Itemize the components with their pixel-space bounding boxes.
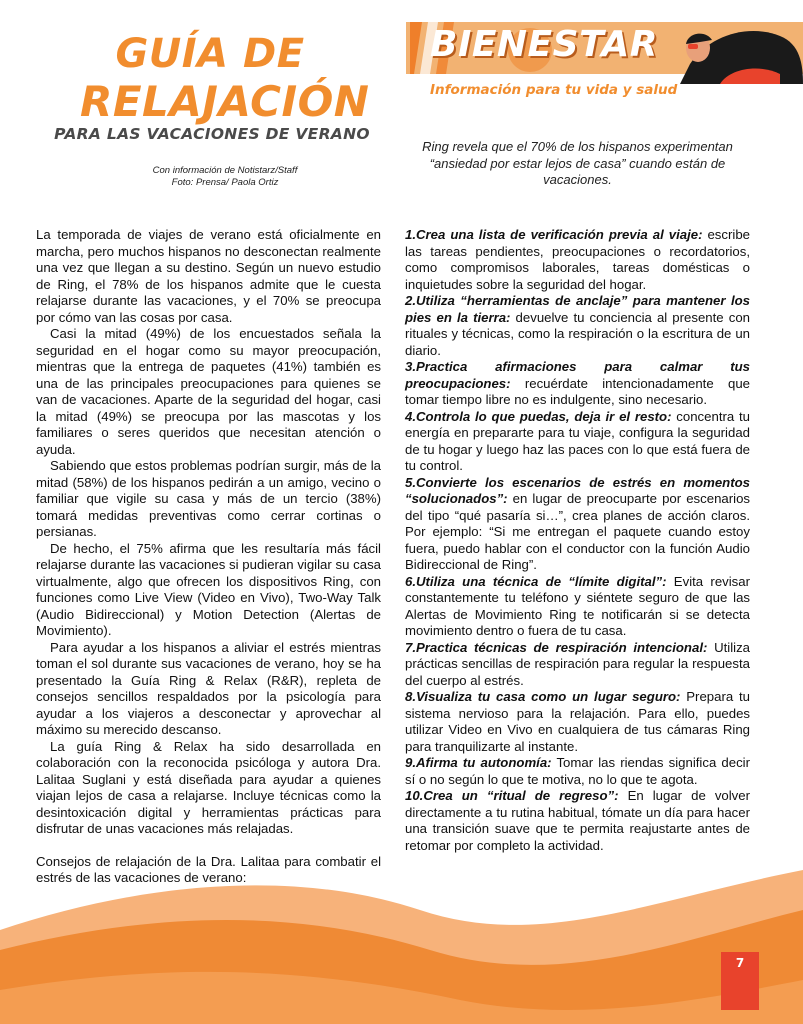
tip-item	[405, 293, 750, 359]
tip-item	[405, 755, 750, 788]
tip-item	[405, 574, 750, 640]
paragraph: Casi la mitad (49%) de los encuestados señala la seguridad en el hogar como su mayor preocupación, mientras que la entrega de paquetes (41%) también es una de las principales preocupaciones para quienes se van de vacaciones. Aparte de la seguridad del hogar, casi la mitad (49%) se preocupa por las mascotas y los familiares o seres queridos que necesitan atención o ayuda.	[36, 326, 381, 457]
tip-item	[405, 409, 750, 475]
tip-lead: 10.Crea un “ritual de regreso”:	[405, 788, 619, 803]
tip-lead: 4.Controla lo que puedas, deja ir el resto:	[405, 408, 672, 424]
tip-lead: 2.Utiliza “herramientas de anclaje” para mantener los pies en la tierra:	[405, 293, 750, 325]
tip-text: escribe las tareas pendientes, preocupaciones o recordatorios, como compromisos laborales, tareas domésticas o inquietudes sobre la seguridad del hogar.	[405, 227, 750, 292]
woman-illustration-icon	[660, 24, 803, 84]
tip-text: devuelve tu conciencia al presente con rituales y técnicas, como la respiración o la escritura de un diario.	[405, 309, 750, 358]
article-column-right	[405, 227, 750, 854]
credit-source: Con información de Notistarz/Staff	[152, 165, 298, 176]
tip-text: Tomar las riendas significa decir sí o no según lo que te motiva, no lo que te agota.	[405, 755, 750, 787]
paragraph: La temporada de viajes de verano está oficialmente en marcha, pero muchos hispanos no desconectan realmente una vez que llegan a su destino. Según un nuevo estudio de Ring, el 78% de los hispanos admite que le cuesta relajarse durante las vacaciones, y el 70% se preocupa por cómo van las cosas por casa.	[36, 227, 381, 325]
tip-text: Prepara tu sistema nervioso para la relajación. Para ello, puedes utilizar Video en Vivo en cualquiera de tus cámaras Ring para tranquilizarte al instante.	[405, 689, 750, 754]
tip-text: concentra tu energía en prepararte para tu viaje, configura la seguridad de tu hogar y luego haz las paces con lo que está fuera de tu control.	[405, 408, 750, 473]
paragraph: Consejos de relajación de la Dra. Lalitaa para combatir el estrés de las vacaciones de verano:	[36, 853, 381, 885]
tip-text: en lugar de preocuparte por escenarios del tipo “qué pasaría si…”, crea planes de acción claros. Por ejemplo: “Si me entregan el paquete cuando estoy fuera, puedo hablar con el conductor con la función Audio Bidireccional de Ring”.	[405, 491, 750, 572]
tip-lead: 1.Crea una lista de verificación previa al viaje:	[405, 227, 703, 242]
tip-text: En lugar de volver directamente a tu rutina habitual, tómate un día para hacer una transición suave que te permita reajustarte antes de retomar por completo la actividad.	[405, 788, 750, 853]
section-name: BIENESTAR	[430, 24, 658, 65]
tip-lead: 6.Utiliza una técnica de “límite digital”:	[405, 573, 667, 589]
paragraph: Sabiendo que estos problemas podrían surgir, más de la mitad (58%) de los hispanos pedirán a un amigo, vecino o familiar que vigile su casa y más de un tercio (38%) tomará medidas preventivas como cerrar cortinas o persianas.	[36, 458, 381, 539]
pull-quote: Ring revela que el 70% de los hispanos experimentan “ansiedad por estar lejos de casa” cuando están de vacaciones.	[422, 139, 733, 187]
page-number-badge: 7	[721, 952, 759, 1010]
tip-text: recuérdate intencionadamente que tomar tiempo libre no es indulgente, sino necesario.	[405, 375, 750, 407]
page-subtitle: PARA LAS VACACIONES DE VERANO	[54, 125, 370, 143]
paragraph: La guía Ring & Relax ha sido desarrollada en colaboración con la reconocida psicóloga y autora Dra. Lalitaa Suglani y está diseñada para ayudar a quienes viajan lejos de casa a relajarse. Incluye técnicas como la desintoxicación digital y herramientas prácticas para disfrutar de unas vacaciones más relajadas.	[36, 738, 381, 836]
credit-photo: Foto: Prensa/ Paola Ortiz	[171, 177, 279, 188]
tip-text: Utiliza prácticas sencillas de respiración para regular la respuesta del cuerpo al estrés.	[405, 639, 750, 688]
tip-item	[405, 227, 750, 293]
paragraph: Para ayudar a los hispanos a aliviar el estrés mientras toman el sol durante sus vacaciones de verano, hoy se ha presentado la Guía Ring & Relax (R&R), repleta de consejos sencillos respaldados por la psicología para ayudar a los viajeros a desconectar y aprovechar al máximo su merecido descanso.	[36, 639, 381, 737]
tip-text: Evita revisar constantemente tu teléfono y siéntete seguro de que las Alertas de Movimiento Ring te notificarán si se detecta movimiento dentro o fuera de tu casa.	[405, 573, 750, 638]
tip-item	[405, 359, 750, 409]
tip-lead: 3.Practica afirmaciones para calmar tus preocupaciones:	[405, 359, 750, 391]
section-tagline: Información para tu vida y salud	[430, 82, 678, 98]
tip-item	[405, 689, 750, 755]
tip-lead: 9.Afirma tu autonomía:	[405, 755, 552, 770]
article-column-left	[36, 227, 381, 887]
tip-item	[405, 475, 750, 574]
tip-item	[405, 640, 750, 690]
tip-lead: 7.Practica técnicas de respiración intencional:	[405, 639, 708, 655]
decorative-wave	[0, 840, 803, 1024]
paragraph: De hecho, el 75% afirma que les resultaría más fácil relajarse durante las vacaciones si pudieran vigilar su casa virtualmente, algo que ofrecen los dispositivos Ring, con funciones como Live View (Video en Vivo), Two-Way Talk (Audio Bidireccional) y Motion Detection (Alertas de Movimiento).	[36, 540, 381, 638]
title-line-2: RELAJACIÓN	[80, 77, 370, 126]
tip-lead: 8.Visualiza tu casa como un lugar seguro:	[405, 689, 681, 704]
tip-lead: 5.Convierte los escenarios de estrés en momentos “solucionados”:	[405, 474, 750, 506]
title-line-1: GUÍA DE	[115, 31, 305, 77]
